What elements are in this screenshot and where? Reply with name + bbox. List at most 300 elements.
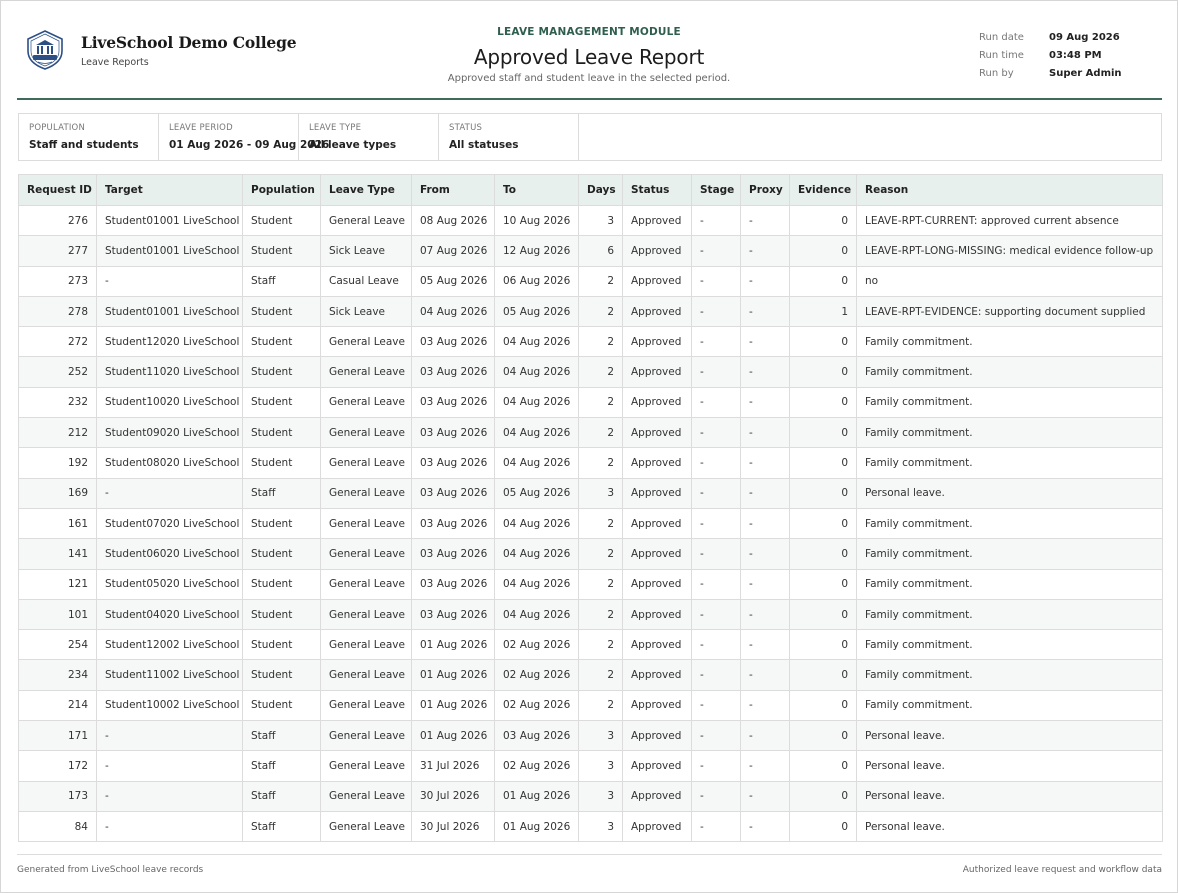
filter-leave-period [159,114,330,160]
table-row [19,751,1163,781]
table-row [19,811,1163,841]
filter-label: POPULATION [29,123,85,133]
cell-stage: - [692,721,741,751]
filter-leave-type [299,114,439,160]
cell-to: 04 Aug 2026 [495,387,579,417]
cell-target: - [97,751,243,781]
cell-population: Student [243,357,321,387]
run-by-row [979,64,1122,82]
table-row [19,599,1163,629]
cell-days: 3 [579,478,623,508]
cell-days: 2 [579,508,623,538]
cell-stage: - [692,478,741,508]
cell-status: Approved [623,630,692,660]
cell-reason: Family commitment. [857,357,1163,387]
column-header-leave-type: Leave Type [321,175,412,206]
cell-evidence: 0 [790,327,857,357]
org-subtitle: Leave Reports [81,56,149,68]
cell-proxy: - [741,508,790,538]
cell-status: Approved [623,357,692,387]
cell-status: Approved [623,478,692,508]
cell-proxy: - [741,751,790,781]
cell-population: Student [243,599,321,629]
cell-leave-type: General Leave [321,721,412,751]
cell-evidence: 0 [790,599,857,629]
cell-leave-type: Sick Leave [321,236,412,266]
filter-value: 01 Aug 2026 - 09 Aug 2026 [169,139,330,151]
cell-days: 2 [579,327,623,357]
cell-days: 6 [579,236,623,266]
cell-stage: - [692,236,741,266]
page-title: Approved Leave Report [473,45,705,69]
report-footer [17,854,1162,875]
cell-days: 3 [579,751,623,781]
cell-to: 01 Aug 2026 [495,811,579,841]
cell-stage: - [692,508,741,538]
column-header-stage: Stage [692,175,741,206]
table-row [19,478,1163,508]
cell-days: 2 [579,387,623,417]
run-date-row [979,28,1122,46]
cell-proxy: - [741,266,790,296]
cell-status: Approved [623,539,692,569]
cell-reason: Family commitment. [857,327,1163,357]
cell-stage: - [692,327,741,357]
cell-proxy: - [741,569,790,599]
cell-status: Approved [623,660,692,690]
cell-population: Student [243,296,321,326]
cell-status: Approved [623,721,692,751]
cell-target: - [97,781,243,811]
cell-reason: Personal leave. [857,781,1163,811]
cell-from: 30 Jul 2026 [412,781,495,811]
cell-days: 3 [579,811,623,841]
cell-request-id: 141 [19,539,97,569]
cell-proxy: - [741,296,790,326]
cell-leave-type: General Leave [321,599,412,629]
cell-target: Student10002 LiveSchool [97,690,243,720]
cell-leave-type: General Leave [321,690,412,720]
cell-evidence: 0 [790,357,857,387]
cell-days: 2 [579,569,623,599]
cell-reason: Personal leave. [857,478,1163,508]
cell-target: Student08020 LiveSchool [97,448,243,478]
cell-status: Approved [623,418,692,448]
cell-status: Approved [623,387,692,417]
table-row [19,387,1163,417]
cell-population: Student [243,630,321,660]
table-row [19,508,1163,538]
cell-request-id: 278 [19,296,97,326]
cell-reason: Family commitment. [857,387,1163,417]
cell-proxy: - [741,660,790,690]
cell-request-id: 252 [19,357,97,387]
table-header-row [19,175,1163,206]
cell-population: Student [243,539,321,569]
table-row [19,539,1163,569]
cell-leave-type: General Leave [321,387,412,417]
report-subtitle: Approved staff and student leave in the selected period. [447,73,731,84]
cell-evidence: 0 [790,448,857,478]
cell-leave-type: General Leave [321,418,412,448]
cell-population: Student [243,236,321,266]
cell-proxy: - [741,781,790,811]
cell-proxy: - [741,327,790,357]
report-heading [389,26,789,84]
cell-leave-type: Sick Leave [321,296,412,326]
cell-reason: Family commitment. [857,448,1163,478]
cell-population: Staff [243,781,321,811]
cell-target: Student11020 LiveSchool [97,357,243,387]
cell-proxy: - [741,387,790,417]
run-time-row [979,46,1122,64]
cell-request-id: 234 [19,660,97,690]
cell-population: Student [243,508,321,538]
org-name: LiveSchool Demo College [81,32,297,52]
report-header [17,1,1162,100]
table-row [19,418,1163,448]
run-by-label: Run by [979,67,1014,79]
cell-status: Approved [623,327,692,357]
cell-stage: - [692,599,741,629]
cell-status: Approved [623,569,692,599]
cell-days: 2 [579,418,623,448]
cell-proxy: - [741,630,790,660]
school-logo-icon [25,29,65,71]
cell-reason: Family commitment. [857,508,1163,538]
cell-request-id: 171 [19,721,97,751]
cell-population: Student [243,448,321,478]
table-row [19,721,1163,751]
cell-to: 02 Aug 2026 [495,751,579,781]
cell-leave-type: General Leave [321,811,412,841]
cell-to: 04 Aug 2026 [495,569,579,599]
cell-status: Approved [623,206,692,236]
cell-status: Approved [623,690,692,720]
cell-from: 03 Aug 2026 [412,508,495,538]
table-row [19,266,1163,296]
cell-target: Student07020 LiveSchool [97,508,243,538]
cell-reason: Family commitment. [857,569,1163,599]
cell-from: 03 Aug 2026 [412,448,495,478]
run-time-label: Run time [979,49,1024,61]
cell-evidence: 0 [790,508,857,538]
cell-from: 01 Aug 2026 [412,721,495,751]
cell-days: 2 [579,266,623,296]
cell-stage: - [692,690,741,720]
table-row [19,236,1163,266]
cell-status: Approved [623,599,692,629]
cell-from: 03 Aug 2026 [412,418,495,448]
table-row [19,206,1163,236]
cell-status: Approved [623,448,692,478]
cell-status: Approved [623,751,692,781]
cell-proxy: - [741,811,790,841]
column-header-population: Population [243,175,321,206]
cell-reason: LEAVE-RPT-CURRENT: approved current absence [857,206,1163,236]
cell-from: 01 Aug 2026 [412,660,495,690]
cell-reason: Family commitment. [857,690,1163,720]
footer-note: Authorized leave request and workflow data [962,865,1162,875]
filter-status [439,114,579,160]
cell-request-id: 254 [19,630,97,660]
cell-population: Student [243,418,321,448]
table-row [19,296,1163,326]
cell-evidence: 0 [790,478,857,508]
table-row [19,660,1163,690]
cell-days: 2 [579,448,623,478]
cell-leave-type: General Leave [321,630,412,660]
table-row [19,630,1163,660]
cell-from: 03 Aug 2026 [412,387,495,417]
cell-from: 31 Jul 2026 [412,751,495,781]
cell-stage: - [692,781,741,811]
cell-to: 04 Aug 2026 [495,508,579,538]
column-header-reason: Reason [857,175,1163,206]
cell-evidence: 0 [790,539,857,569]
cell-proxy: - [741,448,790,478]
cell-request-id: 277 [19,236,97,266]
cell-population: Student [243,206,321,236]
cell-reason: no [857,266,1163,296]
cell-evidence: 0 [790,569,857,599]
cell-population: Student [243,387,321,417]
cell-request-id: 161 [19,508,97,538]
brand [25,29,296,71]
cell-target: Student09020 LiveSchool [97,418,243,448]
cell-stage: - [692,206,741,236]
cell-stage: - [692,296,741,326]
module-label: LEAVE MANAGEMENT MODULE [497,26,681,38]
cell-request-id: 101 [19,599,97,629]
cell-leave-type: General Leave [321,357,412,387]
cell-request-id: 273 [19,266,97,296]
cell-population: Student [243,660,321,690]
cell-stage: - [692,448,741,478]
cell-population: Staff [243,266,321,296]
cell-proxy: - [741,539,790,569]
cell-target: Student01001 LiveSchool [97,236,243,266]
column-header-from: From [412,175,495,206]
cell-leave-type: General Leave [321,327,412,357]
cell-evidence: 0 [790,811,857,841]
cell-days: 2 [579,357,623,387]
filter-value: All statuses [449,139,519,151]
cell-stage: - [692,357,741,387]
cell-reason: Family commitment. [857,418,1163,448]
cell-days: 3 [579,721,623,751]
table-row [19,690,1163,720]
cell-request-id: 276 [19,206,97,236]
filter-label: LEAVE PERIOD [169,123,233,133]
cell-reason: LEAVE-RPT-EVIDENCE: supporting document supplied [857,296,1163,326]
cell-population: Staff [243,721,321,751]
cell-stage: - [692,387,741,417]
cell-from: 07 Aug 2026 [412,236,495,266]
cell-target: Student12002 LiveSchool [97,630,243,660]
cell-population: Staff [243,478,321,508]
cell-leave-type: General Leave [321,478,412,508]
cell-days: 2 [579,296,623,326]
cell-from: 04 Aug 2026 [412,296,495,326]
cell-reason: LEAVE-RPT-LONG-MISSING: medical evidence follow-up [857,236,1163,266]
cell-to: 01 Aug 2026 [495,781,579,811]
cell-leave-type: General Leave [321,508,412,538]
cell-request-id: 232 [19,387,97,417]
cell-from: 03 Aug 2026 [412,357,495,387]
cell-to: 04 Aug 2026 [495,599,579,629]
cell-leave-type: General Leave [321,569,412,599]
cell-proxy: - [741,357,790,387]
cell-target: Student11002 LiveSchool [97,660,243,690]
cell-request-id: 192 [19,448,97,478]
cell-to: 06 Aug 2026 [495,266,579,296]
cell-proxy: - [741,478,790,508]
cell-target: Student05020 LiveSchool [97,569,243,599]
cell-leave-type: General Leave [321,781,412,811]
cell-proxy: - [741,418,790,448]
table-body [19,206,1163,842]
cell-to: 04 Aug 2026 [495,539,579,569]
run-date-value: 09 Aug 2026 [1049,31,1120,43]
cell-to: 05 Aug 2026 [495,296,579,326]
cell-leave-type: General Leave [321,660,412,690]
leave-report-table [18,174,1163,842]
cell-reason: Family commitment. [857,660,1163,690]
column-header-target: Target [97,175,243,206]
cell-status: Approved [623,266,692,296]
cell-request-id: 169 [19,478,97,508]
cell-status: Approved [623,296,692,326]
cell-leave-type: General Leave [321,206,412,236]
cell-proxy: - [741,599,790,629]
filter-label: LEAVE TYPE [309,123,362,133]
cell-to: 02 Aug 2026 [495,690,579,720]
table-row [19,569,1163,599]
cell-reason: Personal leave. [857,751,1163,781]
cell-target: Student10020 LiveSchool [97,387,243,417]
cell-stage: - [692,811,741,841]
cell-population: Staff [243,751,321,781]
cell-population: Student [243,569,321,599]
cell-days: 2 [579,599,623,629]
cell-proxy: - [741,206,790,236]
cell-stage: - [692,630,741,660]
cell-days: 2 [579,660,623,690]
cell-from: 01 Aug 2026 [412,690,495,720]
cell-to: 04 Aug 2026 [495,418,579,448]
cell-leave-type: General Leave [321,751,412,781]
cell-request-id: 214 [19,690,97,720]
cell-status: Approved [623,781,692,811]
cell-to: 12 Aug 2026 [495,236,579,266]
cell-reason: Personal leave. [857,721,1163,751]
cell-request-id: 121 [19,569,97,599]
cell-evidence: 0 [790,630,857,660]
cell-population: Student [243,327,321,357]
cell-stage: - [692,418,741,448]
column-header-days: Days [579,175,623,206]
cell-target: Student01001 LiveSchool [97,296,243,326]
cell-request-id: 173 [19,781,97,811]
cell-proxy: - [741,236,790,266]
cell-days: 3 [579,781,623,811]
cell-evidence: 0 [790,418,857,448]
cell-target: Student01001 LiveSchool [97,206,243,236]
cell-from: 03 Aug 2026 [412,599,495,629]
cell-evidence: 0 [790,751,857,781]
cell-population: Student [243,690,321,720]
cell-days: 2 [579,630,623,660]
cell-to: 02 Aug 2026 [495,630,579,660]
cell-stage: - [692,660,741,690]
cell-leave-type: General Leave [321,448,412,478]
cell-target: Student04020 LiveSchool [97,599,243,629]
filter-population [19,114,159,160]
cell-request-id: 272 [19,327,97,357]
cell-request-id: 84 [19,811,97,841]
cell-reason: Family commitment. [857,599,1163,629]
filter-value: All leave types [309,139,397,151]
cell-target: - [97,266,243,296]
cell-evidence: 0 [790,387,857,417]
cell-leave-type: General Leave [321,539,412,569]
cell-to: 03 Aug 2026 [495,721,579,751]
cell-stage: - [692,539,741,569]
cell-from: 03 Aug 2026 [412,569,495,599]
filter-summary [18,113,1162,161]
cell-evidence: 0 [790,721,857,751]
cell-reason: Family commitment. [857,630,1163,660]
cell-from: 30 Jul 2026 [412,811,495,841]
cell-stage: - [692,569,741,599]
table-row [19,327,1163,357]
column-header-proxy: Proxy [741,175,790,206]
cell-stage: - [692,266,741,296]
cell-to: 04 Aug 2026 [495,357,579,387]
cell-to: 10 Aug 2026 [495,206,579,236]
cell-from: 08 Aug 2026 [412,206,495,236]
table-row [19,448,1163,478]
cell-from: 01 Aug 2026 [412,630,495,660]
cell-stage: - [692,751,741,781]
cell-leave-type: Casual Leave [321,266,412,296]
cell-evidence: 1 [790,296,857,326]
cell-days: 2 [579,539,623,569]
cell-target: - [97,721,243,751]
cell-target: - [97,478,243,508]
cell-evidence: 0 [790,781,857,811]
table-row [19,781,1163,811]
cell-reason: Personal leave. [857,811,1163,841]
cell-evidence: 0 [790,206,857,236]
cell-evidence: 0 [790,690,857,720]
cell-to: 02 Aug 2026 [495,660,579,690]
cell-from: 05 Aug 2026 [412,266,495,296]
cell-evidence: 0 [790,266,857,296]
cell-from: 03 Aug 2026 [412,478,495,508]
cell-status: Approved [623,236,692,266]
cell-days: 2 [579,690,623,720]
cell-target: Student12020 LiveSchool [97,327,243,357]
cell-to: 04 Aug 2026 [495,327,579,357]
cell-request-id: 172 [19,751,97,781]
footer-source: Generated from LiveSchool leave records [17,865,204,875]
cell-status: Approved [623,508,692,538]
run-by-value: Super Admin [1049,67,1122,79]
cell-target: - [97,811,243,841]
cell-to: 04 Aug 2026 [495,448,579,478]
